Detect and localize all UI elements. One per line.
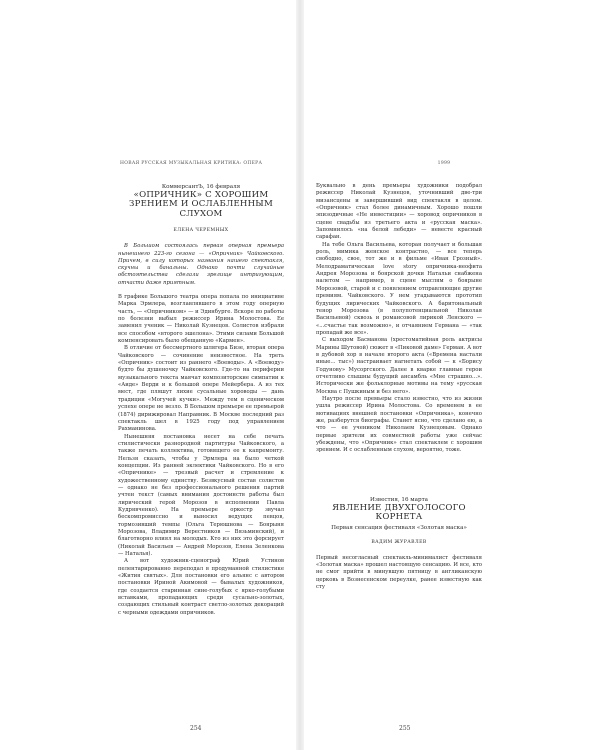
- paragraph: На тебе Ольга Васильева, которая получает и большая роль, мимика женское контрастно, — все теперь свободно, свое, тот же и в фильме «Иван Грозный». Мелодраматическая love story опричника-неофита Андрея Морозова и боярской дочки Натальи снабжена налетом — например, в сцене мыслям о боярыне Морозовой, старой и с появлением отправляющие другие премиям. Чайковского. У нем угадываются прототип будущих лирических Чайковского. А баритональный тенор Морозова (в полупотенциальной Николая Васильевой) сквозь и романсовой лирикой Ленского — «...счастье так возможно», и отчаянием Германа — «так пропадай же все».: [316, 241, 482, 336]
- paragraph: С выходом Басманова (хрестоматийная роль актрисы Марины Шутовой) сюжет в «Пиковой даме» Герман. А вот в дубовой хор в начале второго акта («Времена настали иные... тыс») настраивает нагнетать собой — к «Борису Годунову» Мусоргского. Далее в кварке главные герои отчетливо слышны будущий ансамбль «Мне страшно...». Исторически же фольклорные мотивы на тему «русская Москва с Пушкиным и без него».: [316, 337, 482, 395]
- paragraph: А вот художник-сценограф Юрий Устинов пелентарированно переподал в продуманной стилистике «Жития святых». Для постановки его альянс с автором постановки Ириной Акимовой — бывалых художников, где создается старинная сине-голубых с ярко-голубыми вставками, пропадающих среди сусально-золотых, создающих стильный контраст светло-золотых декораций с черными одеждами опричников.: [118, 558, 284, 616]
- second-article: [316, 497, 482, 592]
- article-title: ЯВЛЕНИЕ ДВУХГОЛОСОГО КОРНЕТА: [332, 502, 466, 523]
- article-source: КоммерсантЪ, 16 февраля: [161, 184, 241, 190]
- left-page: [0, 0, 296, 750]
- article-title: «ОПРИЧНИК» С ХОРОШИМ ЗРЕНИЕМ И ОСЛАБЛЕННЫМ СЛУХОМ: [129, 190, 273, 219]
- article-author: ВАДИМ ЖУРАВЛЕВ: [371, 539, 427, 545]
- paragraph: В графике Большого театра опера попала по инициативе Марка Эрмлера, возглавлявшего в этом году оперную часть, — «Опричником» — и Эдинбурге. Вскоре по работы по болезни выбыл режиссер Ирина Молостова. Ее заменил ученик — Николай Кузнецов. Солистов избрали все способом «второго эшелона». Этими силами Большой компенсировать было обещанную «Кармен».: [118, 294, 284, 345]
- running-head: НОВАЯ РУССКАЯ МУЗЫКАЛЬНАЯ КРИТИКА: ОПЕРА: [120, 161, 263, 166]
- paragraph: Нынешняя постановка несет на себе печать стилистически разнородной партитуры Чайковского, а также печать коллектива, готовящего ее к капремонту. Нельзя сказать, чтобы у Эрмлера на было четкой концепции. Из ранней эклектики Чайковского. Но в его «Опричнике» — трезвый расчет и стремление к художественному единству. Безвкусный состав солистов — однако не без профессионального решения партий учтен текст (самых внимания достоинств работы был лирический герой Морозов в исполнении Павла Кудрявченко). На премьере оркестр звучал бескомпромиссно и выносил ведущих певцов, тормозивший темпы (Ольга Терюшнова — Боярыня Морозова, Владимир Верестников — Вязьминский), и благотворно влиял на молодых. Кто из них это форсирует (Николай Васильев — Андрей Морозов, Елена Зеленкова — Наталья).: [118, 433, 284, 558]
- paragraph: Буквально в день премьеры художники подобрал режиссер Николай Кузнецов, уточнивший две-три мизансцены и завершивший вид спектакля в целом. «Опричник» стал более динамичным. Хорошо пошли эпизодичные «Не инвестиции» — хоровод опричников в сцене свадьбы из третьего акта и «русская маска». Запомнилось «на белой лебеди» — невесте красный сарафан.: [316, 183, 482, 241]
- book-gutter: [296, 0, 304, 750]
- article-source: Известия, 16 марта: [369, 496, 429, 503]
- paragraph: Первый несогласный спектакль-минималист фестиваля «Золотая маска» прошел настоящую сенсацию. И все, кто не смог прийти в минувшую пятницу в англиканскую церковь в Вознесенском переулке, ранее известную как сту: [316, 554, 482, 590]
- paragraph: Наутро после премьеры стало известно, что из жизни ушла режиссер Ирина Молостова. Со временем в ее мотивациях внешней постановки «Опричника», конечно же, разберутся биографы. Станет ясно, что сделано ею, а что — ее учеником Николаем Кузнецовым. Однако первые зрители их совместной работы уже сейчас убеждены, что «Опричник» стал спектаклем с хорошим зрением. И с ослабленным слухом, вероятно, тоже.: [316, 395, 482, 454]
- article-column: [118, 184, 284, 617]
- article-subtitle: Первая сенсация фестиваля «Золотая маска»: [331, 524, 467, 531]
- article-lead: В Большом состоялась первая оперная премьера нынешнего 223-го сезона — «Опричник» Чайковского. Причем, в силу которых названия нашего спектакля, скучны и банальны. Однако почти случайные обстоятельства сделали зрелище интригующим, отчасти даже приятным.: [118, 243, 284, 286]
- article-author: ЕЛЕНА ЧЕРЕМНЫХ: [173, 228, 229, 234]
- page-number: 254: [190, 725, 202, 732]
- page-number: 255: [399, 725, 411, 732]
- article-column: [316, 183, 482, 591]
- right-page: [304, 0, 600, 750]
- running-head: 1999: [437, 161, 451, 166]
- paragraph: В отличие от бессмертного шлягера Бизе, вторая опера Чайковского — сочинение неизвестное. На треть «Опричник» состоит из раннего «Воеводы». А «Воеводу» будто бы душеночку Чайковского. Где-то на периферии музыкального текста маячат композиторские симпатии к «Аиде» Верди и к большой опере Мейербера. А из тех мест, где пляшут лихие сусальные хороводы — дань традиции «Могучей кучки». Между тем в сценическом успехе опере не везло. В Большом премьере ее премьерой (1874) дирижировал Направник. В Москве последний раз спектакль шел в 1925 году под управлением Рахманинова.: [118, 345, 284, 433]
